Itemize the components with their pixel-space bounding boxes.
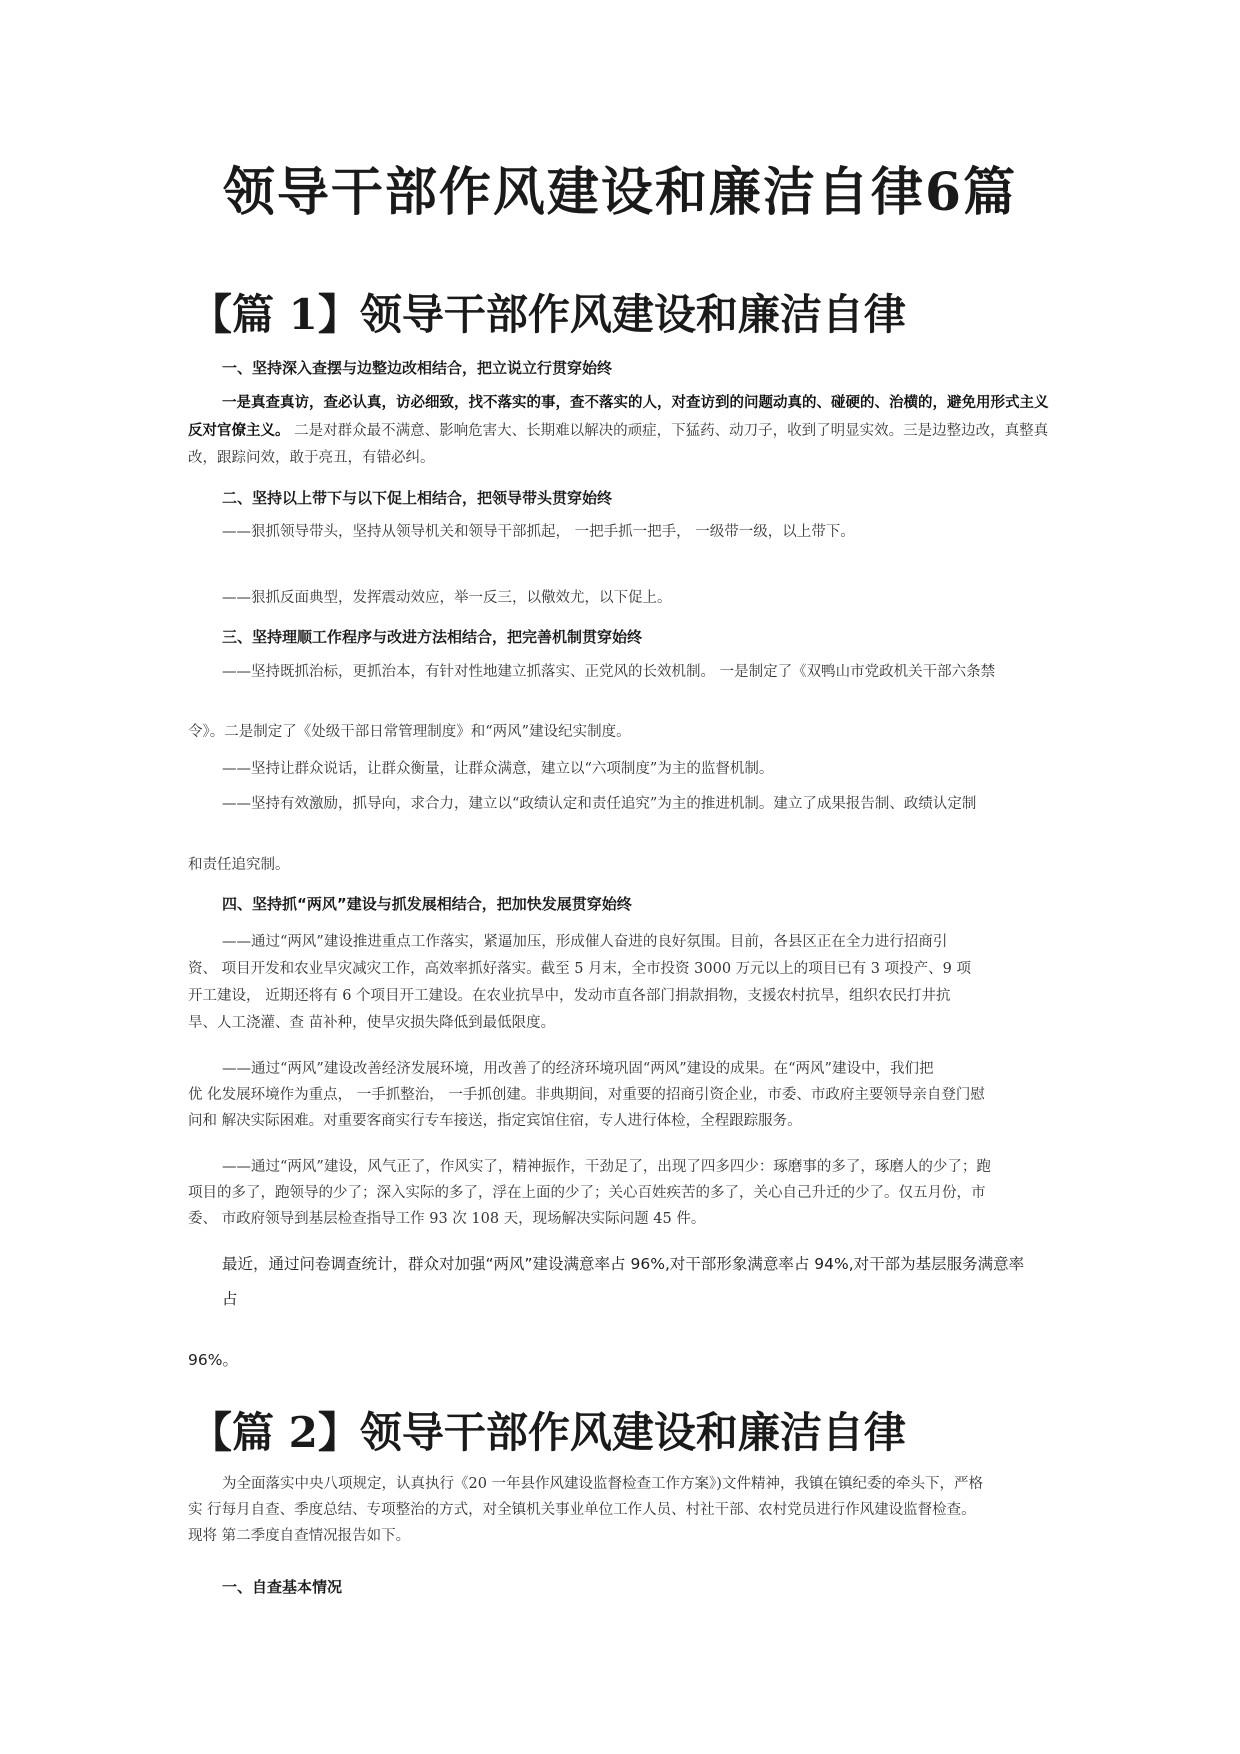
section-4-para-3-line-1: ——通过“两风”建设，风气正了，作风实了，精神振作，干劲足了，出现了四多四少：琢磨事的多了，琢磨人的少了；跑 (222, 1159, 991, 1175)
section-4-para-3-line-2: 项目的多了，跑领导的少了；深入实际的多了，浮在上面的少了；关心百姓疾苦的多了，关心自己升迁的少了。仅五月份，市 (188, 1185, 986, 1201)
section-4-para-2-line-1: ——通过“两风”建设改善经济发展环境，用改善了的经济环境巩固“两风”建设的成果。在“两风”建设中，我们把 (222, 1061, 934, 1077)
section-2-line-2: ——狠抓反面典型，发挥震动效应，举一反三，以儆效尤，以下促上。 (222, 590, 672, 606)
part-2-heading: 【篇 2】领导干部作风建设和廉洁自律 (190, 1408, 906, 1457)
part-2-intro-line-3: 现将 第二季度自查情况报告如下。 (188, 1528, 411, 1544)
section-4-para-3-line-3: 委、 市政府领导到基层检查指导工作 93 次 108 天，现场解决实际问题 45 件。 (188, 1211, 706, 1227)
part-2-intro-line-2: 实 行每月自查、季度总结、专项整治的方式，对全镇机关事业单位工作人员、村社干部、农村党员进行作风建设监督检查。 (188, 1502, 976, 1518)
section-1-bold-text: 一是真查真访，查必认真，访必细致，找不落实的事，查不落实的人，对查访到的问题动真的、碰硬的、治横的，避免用形式主义反对官僚主义。 (188, 394, 1049, 439)
section-3-line-1: ——坚持既抓治标，更抓治本，有针对性地建立抓落实、正党风的长效机制。 一是制定了《双鸭山市党政机关干部六条禁 (222, 664, 996, 680)
section-4-para-1-line-4: 旱、人工浇灌、查 苗补种，使旱灾损失降低到最低限度。 (188, 1015, 556, 1031)
section-4-para-4-line-2: 占 (222, 1290, 238, 1308)
section-1-paragraph (188, 389, 1060, 472)
section-3-line-3: ——坚持让群众说话，让群众衡量，让群众满意，建立以“六项制度”为主的监督机制。 (222, 761, 774, 777)
document-title: 领导干部作风建设和廉洁自律6篇 (222, 162, 1018, 223)
section-4-para-4-line-1: 最近，通过问卷调查统计，群众对加强“两风”建设满意率占 96%,对干部形象满意率占 94%,对干部为基层服务满意率 (222, 1255, 1025, 1273)
section-4-title: 四、坚持抓“两风”建设与抓发展相结合，把加快发展贯穿始终 (222, 895, 632, 913)
section-4-para-2-line-3: 问和 解决实际困难。对重要客商实行专车接送，指定宾馆住宿，专人进行体检，全程跟踪服务。 (188, 1113, 802, 1129)
section-4-para-1-line-3: 开工建设， 近期还将有 6 个项目开工建设。在农业抗旱中，发动市直各部门捐款捐物，支援农村抗旱，组织农民打井抗 (188, 988, 951, 1004)
section-1-rest-text: 二是对群众最不满意、影响危害大、长期难以解决的顽症，下猛药、动刀子，收到了明显实效。三是边整边改，真整真改，跟踪问效，敢于亮丑，有错必纠。 (188, 423, 1049, 466)
section-4-para-1-line-2: 资、 项目开发和农业旱灾减灾工作，高效率抓好落实。截至 5 月末，全市投资 3000 万元以上的项目已有 3 项投产、9 项 (188, 961, 971, 977)
section-2-line-1: ——狠抓领导带头，坚持从领导机关和领导干部抓起， 一把手抓一把手， 一级带一级，以上带下。 (222, 524, 855, 540)
section-3-line-4: ——坚持有效激励，抓导向，求合力，建立以“政绩认定和责任追究”为主的推进机制。建立了成果报告制、政绩认定制 (222, 796, 977, 812)
section-4-para-1-line-1: ——通过“两风”建设推进重点工作落实，紧逼加压，形成催人奋进的良好氛围。目前，各县区正在全力进行招商引 (222, 934, 948, 950)
section-4-para-4-line-3: 96%。 (188, 1351, 238, 1369)
section-3-title: 三、坚持理顺工作程序与改进方法相结合，把完善机制贯穿始终 (222, 628, 643, 646)
part-2-intro-line-1: 为全面落实中央八项规定，认真执行《20 一年县作风建设监督检查工作方案》)文件精神，我镇在镇纪委的牵头下，严格 (222, 1476, 983, 1492)
section-2-title: 二、坚持以上带下与以下促上相结合，把领导带头贯穿始终 (222, 489, 613, 507)
section-3-line-5: 和责任追究制。 (188, 857, 290, 873)
part-2-section-1-title: 一、自查基本情况 (222, 1578, 343, 1596)
section-1-title: 一、坚持深入查摆与边整边改相结合，把立说立行贯穿始终 (222, 359, 613, 377)
part-1-heading: 【篇 1】领导干部作风建设和廉洁自律 (190, 290, 906, 339)
section-4-para-2-line-2: 优 化发展环境作为重点， 一手抓整治， 一手抓创建。非典期间，对重要的招商引资企业，市委、市政府主要领导亲自登门慰 (188, 1087, 985, 1103)
section-3-line-2: 令》。二是制定了《处级干部日常管理制度》和“两风”建设纪实制度。 (188, 724, 631, 740)
